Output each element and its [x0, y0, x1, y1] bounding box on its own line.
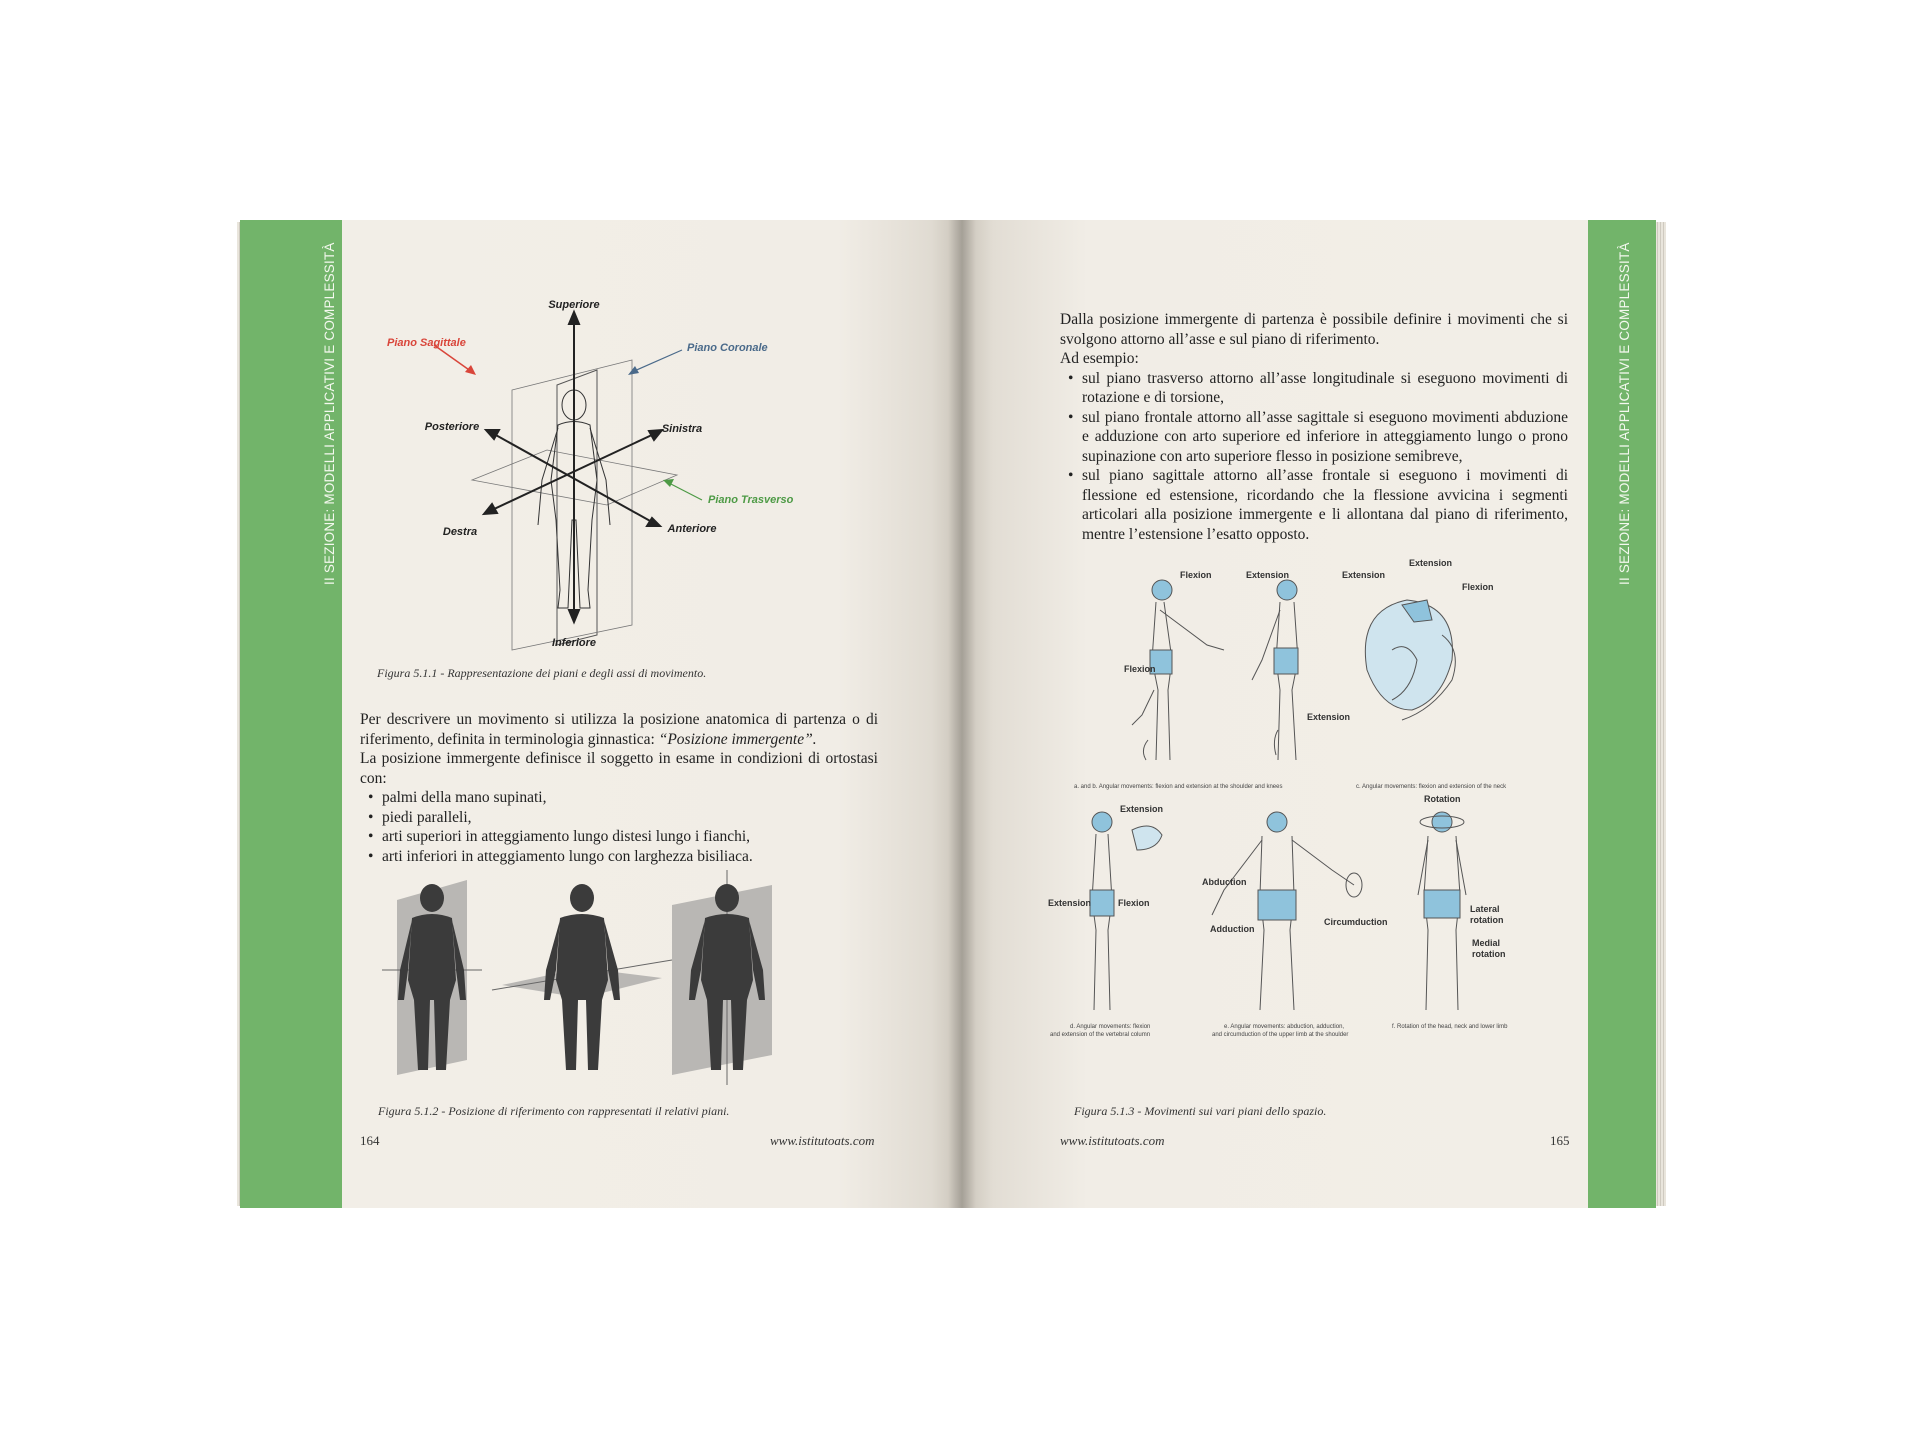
label-extension-b: Extension [1246, 570, 1290, 580]
subcaption-e1: e. Angular movements: abduction, adduction, [1224, 1024, 1345, 1030]
caption-prefix: Figura 5.1.3 [1074, 1104, 1135, 1118]
label-sinistra: Sinistra [661, 423, 703, 435]
left-body-text [360, 710, 878, 866]
right-website-text: www.istitutoats.com [1060, 1133, 1165, 1148]
left-bullet-list [360, 788, 878, 866]
figure-caption-5-1-2 [378, 1104, 729, 1119]
figure-d-vertebral-flexion [1090, 812, 1162, 1010]
label-extension-b-knee: Extension [1307, 712, 1351, 722]
figure-e-shoulder-circumduction [1212, 812, 1362, 1010]
label-medial-rotation-2: rotation [1472, 949, 1506, 959]
label-extension-d: Extension [1120, 804, 1164, 814]
label-flexion-a: Flexion [1180, 570, 1212, 580]
figure-caption-5-1-3 [1074, 1104, 1326, 1119]
caption-prefix: Figura 5.1.1 [377, 666, 438, 680]
figure-b-knee-extension [1252, 580, 1298, 760]
right-section-band [1582, 220, 1656, 1208]
caption-text: - Posizione di riferimento con rappresentati il relativi piani. [438, 1104, 730, 1118]
left-website-text: www.istitutoats.com [770, 1133, 875, 1148]
subcaption-f: f. Rotation of the head, neck and lower limb [1392, 1024, 1508, 1030]
right-bullet-list [1060, 369, 1568, 545]
label-inferiore: Inferiore [551, 637, 597, 649]
label-extension-c: Extension [1342, 570, 1386, 580]
label-anteriore: Anteriore [667, 523, 717, 535]
left-paragraph-2: La posizione immergente definisce il soggetto in esame in condizioni di ortostasi con: [360, 750, 878, 787]
figure-planes-axes [342, 220, 962, 680]
left-paragraph-1-emphasis: “Posizione immergente”. [658, 730, 817, 748]
label-extension-c-top: Extension [1409, 558, 1453, 568]
label-lateral-rotation-2: rotation [1470, 915, 1504, 925]
list-item: • sul piano trasverso attorno all’asse longitudinale si eseguono movimenti di rotazione e di torsione, [1082, 369, 1568, 408]
subcaption-d2: and extension of the vertebral column [1050, 1032, 1151, 1038]
list-item: • arti superiori in atteggiamento lungo distesi lungo i fianchi, [382, 827, 878, 847]
right-paragraph-2: Ad esempio: [1060, 350, 1139, 367]
left-band-title: II SEZIONE: MODELLI APPLICATIVI E COMPLESSITÀ [322, 242, 337, 585]
left-page [342, 220, 962, 1208]
caption-text: - Movimenti sui vari piani dello spazio. [1134, 1104, 1327, 1118]
left-paragraph-1-text: Per descrivere un movimento si utilizza la posizione anatomica di partenza o di riferimento, definita in terminologia ginnastica: [360, 711, 878, 748]
label-flexion-d: Flexion [1118, 898, 1150, 908]
label-lateral-rotation-1: Lateral [1470, 904, 1500, 914]
right-band-title: II SEZIONE: MODELLI APPLICATIVI E COMPLESSITÀ [1617, 242, 1632, 585]
label-rotation: Rotation [1424, 794, 1461, 804]
figure-c-neck-flexion [1365, 600, 1455, 720]
list-item: • palmi della mano supinati, [382, 788, 878, 808]
figure-movements [962, 550, 1588, 1110]
caption-prefix: Figura 5.1.2 [378, 1104, 439, 1118]
right-page [962, 220, 1588, 1208]
label-extension-d-back: Extension [1048, 898, 1092, 908]
figure-transverse-plane [492, 884, 672, 1070]
figure-f-rotation [1418, 812, 1466, 1010]
book-gutter [948, 220, 976, 1208]
label-superiore: Superiore [548, 299, 600, 311]
label-medial-rotation-1: Medial [1472, 938, 1501, 948]
label-destra: Destra [442, 526, 478, 538]
label-adduction: Adduction [1210, 924, 1255, 934]
figure-sagittal-plane [382, 880, 482, 1075]
label-circumduction: Circumduction [1324, 917, 1388, 927]
label-abduction: Abduction [1202, 877, 1247, 887]
right-body-text [1060, 310, 1568, 544]
label-piano-trasverso: Piano Trasverso [708, 494, 794, 506]
figure-caption-5-1-1 [377, 666, 706, 681]
subcaption-ab: a. and b. Angular movements: flexion and extension at the shoulder and knees [1074, 784, 1283, 790]
subcaption-e2: and circumduction of the upper limb at the shoulder [1212, 1032, 1349, 1038]
left-section-band [240, 220, 342, 1208]
list-item: • sul piano sagittale attorno all’asse frontale si eseguono i movimenti di flessione ed estensione, ricordando che la flessione avvicina i segmenti articolari alla posizione immergente e li allontana dal piano di riferimento, mentre l’estensione l’esatto opposto. [1082, 466, 1568, 544]
figure-reference-position [342, 860, 962, 1090]
label-flexion-a-knee: Flexion [1124, 664, 1156, 674]
list-item: • arti inferiori in atteggiamento lungo con larghezza bisiliaca. [382, 847, 878, 867]
label-posteriore: Posteriore [424, 421, 480, 433]
subcaption-d1: d. Angular movements: flexion [1070, 1024, 1151, 1030]
caption-text: - Rappresentazione dei piani e degli assi di movimento. [437, 666, 707, 680]
list-item: • sul piano frontale attorno all’asse sagittale si eseguono movimenti abduzione e adduzione con arto superiore ed inferiore in atteggiamento lungo o prono supinazione con arto superiore flesso in posizione semibreve, [1082, 408, 1568, 467]
list-item: • piedi paralleli, [382, 808, 878, 828]
right-website [1060, 1133, 1165, 1149]
left-website [770, 1133, 875, 1149]
label-piano-sagittale: Piano Sagittale [387, 337, 466, 349]
left-paragraph-1 [360, 710, 878, 749]
right-page-number: 165 [1550, 1133, 1570, 1148]
figure-coronal-plane [672, 870, 772, 1085]
subcaption-c: c. Angular movements: flexion and extension of the neck [1356, 784, 1507, 790]
left-page-number: 164 [360, 1133, 380, 1148]
label-piano-coronale: Piano Coronale [687, 342, 768, 354]
right-paragraph-1: Dalla posizione immergente di partenza è possibile definire i movimenti che si svolgono attorno all’asse e sul piano di riferimento. [1060, 311, 1568, 348]
label-flexion-c: Flexion [1462, 582, 1494, 592]
